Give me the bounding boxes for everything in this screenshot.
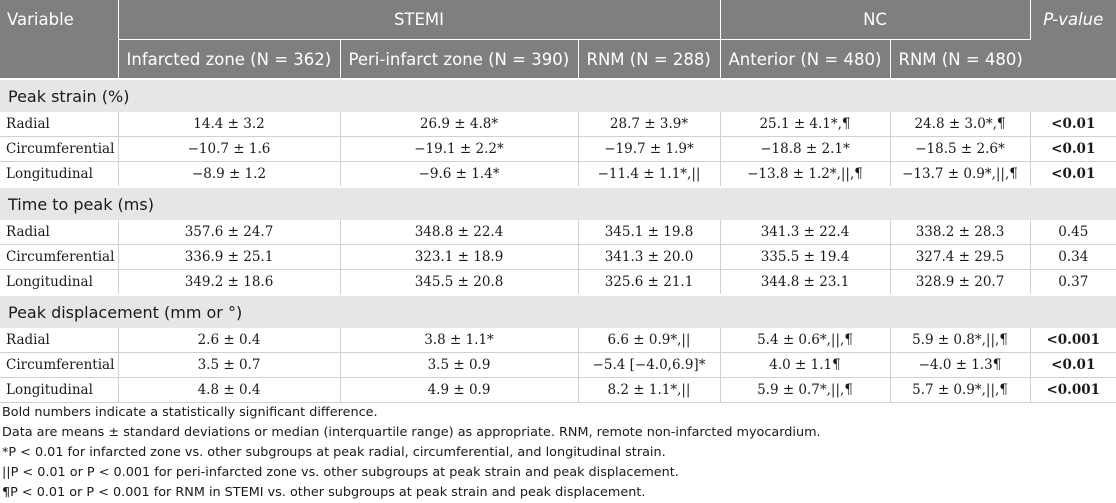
pvalue-header-text: P-value	[1043, 10, 1104, 29]
cell-value: 5.4 ± 0.6*,||,¶	[720, 328, 890, 353]
cell-value: 8.2 ± 1.1*,||	[578, 378, 720, 403]
pvalue-header	[1030, 0, 1116, 79]
cell-pvalue: <0.001	[1030, 378, 1116, 403]
row-label: Longitudinal	[0, 270, 118, 296]
cell-value: 336.9 ± 25.1	[118, 245, 340, 270]
cell-value: −13.8 ± 1.2*,||,¶	[720, 162, 890, 188]
row-label: Longitudinal	[0, 162, 118, 188]
col-peri-infarct-zone: Peri-infarct zone (N = 390)	[340, 40, 578, 80]
cell-value: 28.7 ± 3.9*	[578, 112, 720, 137]
cell-value: −19.1 ± 2.2*	[340, 137, 578, 162]
row-label: Circumferential	[0, 245, 118, 270]
cell-pvalue: <0.01	[1030, 137, 1116, 162]
cell-value: −11.4 ± 1.1*,||	[578, 162, 720, 188]
cell-pvalue: 0.45	[1030, 220, 1116, 245]
cell-value: 348.8 ± 22.4	[340, 220, 578, 245]
footnote: ||P < 0.01 or P < 0.001 for peri-infarcted zone vs. other subgroups at peak strain and peak displacement.	[2, 465, 679, 480]
cell-value: −9.6 ± 1.4*	[340, 162, 578, 188]
table-row	[0, 353, 1116, 378]
cell-value: 2.6 ± 0.4	[118, 328, 340, 353]
section-row	[0, 187, 1116, 220]
cell-value: 3.5 ± 0.9	[340, 353, 578, 378]
section-title: Time to peak (ms)	[0, 187, 1116, 220]
cell-value: 341.3 ± 20.0	[578, 245, 720, 270]
cell-pvalue: <0.01	[1030, 112, 1116, 137]
cell-value: 357.6 ± 24.7	[118, 220, 340, 245]
footnote: Data are means ± standard deviations or median (interquartile range) as appropriate. RNM, remote non-infarcted myocardium.	[2, 425, 821, 440]
cell-pvalue: <0.01	[1030, 162, 1116, 188]
footnote: Bold numbers indicate a statistically significant difference.	[2, 405, 378, 420]
cell-value: −19.7 ± 1.9*	[578, 137, 720, 162]
cell-value: 4.8 ± 0.4	[118, 378, 340, 403]
footnote: ¶P < 0.01 or P < 0.001 for RNM in STEMI vs. other subgroups at peak strain and peak displacement.	[2, 485, 646, 500]
cell-value: 325.6 ± 21.1	[578, 270, 720, 296]
header-row-2	[0, 40, 1116, 80]
cell-pvalue: 0.37	[1030, 270, 1116, 296]
cell-value: −13.7 ± 0.9*,||,¶	[890, 162, 1030, 188]
cell-pvalue: <0.001	[1030, 328, 1116, 353]
table-row	[0, 245, 1116, 270]
cell-value: −5.4 [−4.0,6.9]*	[578, 353, 720, 378]
cell-value: 327.4 ± 29.5	[890, 245, 1030, 270]
col-nc-anterior: Anterior (N = 480)	[720, 40, 890, 80]
cell-value: 14.4 ± 3.2	[118, 112, 340, 137]
cell-value: 3.8 ± 1.1*	[340, 328, 578, 353]
section-row	[0, 295, 1116, 328]
cell-value: 341.3 ± 22.4	[720, 220, 890, 245]
table-row	[0, 270, 1116, 296]
cell-pvalue: <0.01	[1030, 353, 1116, 378]
cell-value: 344.8 ± 23.1	[720, 270, 890, 296]
row-label: Radial	[0, 328, 118, 353]
cell-pvalue: 0.34	[1030, 245, 1116, 270]
row-label: Radial	[0, 220, 118, 245]
row-label: Circumferential	[0, 353, 118, 378]
col-stemi-rnm: RNM (N = 288)	[578, 40, 720, 80]
cell-value: 26.9 ± 4.8*	[340, 112, 578, 137]
section-title: Peak displacement (mm or °)	[0, 295, 1116, 328]
row-label: Longitudinal	[0, 378, 118, 403]
section-title: Peak strain (%)	[0, 79, 1116, 112]
col-infarcted-zone: Infarcted zone (N = 362)	[118, 40, 340, 80]
cell-value: 335.5 ± 19.4	[720, 245, 890, 270]
nc-header: NC	[720, 0, 1030, 40]
table-row	[0, 137, 1116, 162]
table-row	[0, 378, 1116, 403]
cell-value: 6.6 ± 0.9*,||	[578, 328, 720, 353]
stemi-header: STEMI	[118, 0, 720, 40]
variable-header: Variable	[0, 0, 118, 79]
cell-value: −18.8 ± 2.1*	[720, 137, 890, 162]
cell-value: 25.1 ± 4.1*,¶	[720, 112, 890, 137]
cell-value: 345.5 ± 20.8	[340, 270, 578, 296]
cell-value: 5.9 ± 0.7*,||,¶	[720, 378, 890, 403]
row-label: Circumferential	[0, 137, 118, 162]
cell-value: 323.1 ± 18.9	[340, 245, 578, 270]
cell-value: 3.5 ± 0.7	[118, 353, 340, 378]
cell-value: 338.2 ± 28.3	[890, 220, 1030, 245]
cell-value: 5.7 ± 0.9*,||,¶	[890, 378, 1030, 403]
cell-value: −4.0 ± 1.3¶	[890, 353, 1030, 378]
section-row	[0, 79, 1116, 112]
cell-value: 328.9 ± 20.7	[890, 270, 1030, 296]
cell-value: −18.5 ± 2.6*	[890, 137, 1030, 162]
table-footnotes	[2, 403, 821, 503]
header-row-1	[0, 0, 1116, 40]
cell-value: 4.0 ± 1.1¶	[720, 353, 890, 378]
cell-value: 4.9 ± 0.9	[340, 378, 578, 403]
cell-value: −8.9 ± 1.2	[118, 162, 340, 188]
cell-value: −10.7 ± 1.6	[118, 137, 340, 162]
table-row	[0, 112, 1116, 137]
cell-value: 349.2 ± 18.6	[118, 270, 340, 296]
cell-value: 345.1 ± 19.8	[578, 220, 720, 245]
cell-value: 5.9 ± 0.8*,||,¶	[890, 328, 1030, 353]
footnote: *P < 0.01 for infarcted zone vs. other subgroups at peak radial, circumferential, and longitudinal strain.	[2, 445, 666, 460]
table-row	[0, 162, 1116, 188]
cell-value: 24.8 ± 3.0*,¶	[890, 112, 1030, 137]
col-nc-rnm: RNM (N = 480)	[890, 40, 1030, 80]
table-row	[0, 220, 1116, 245]
row-label: Radial	[0, 112, 118, 137]
table-row	[0, 328, 1116, 353]
